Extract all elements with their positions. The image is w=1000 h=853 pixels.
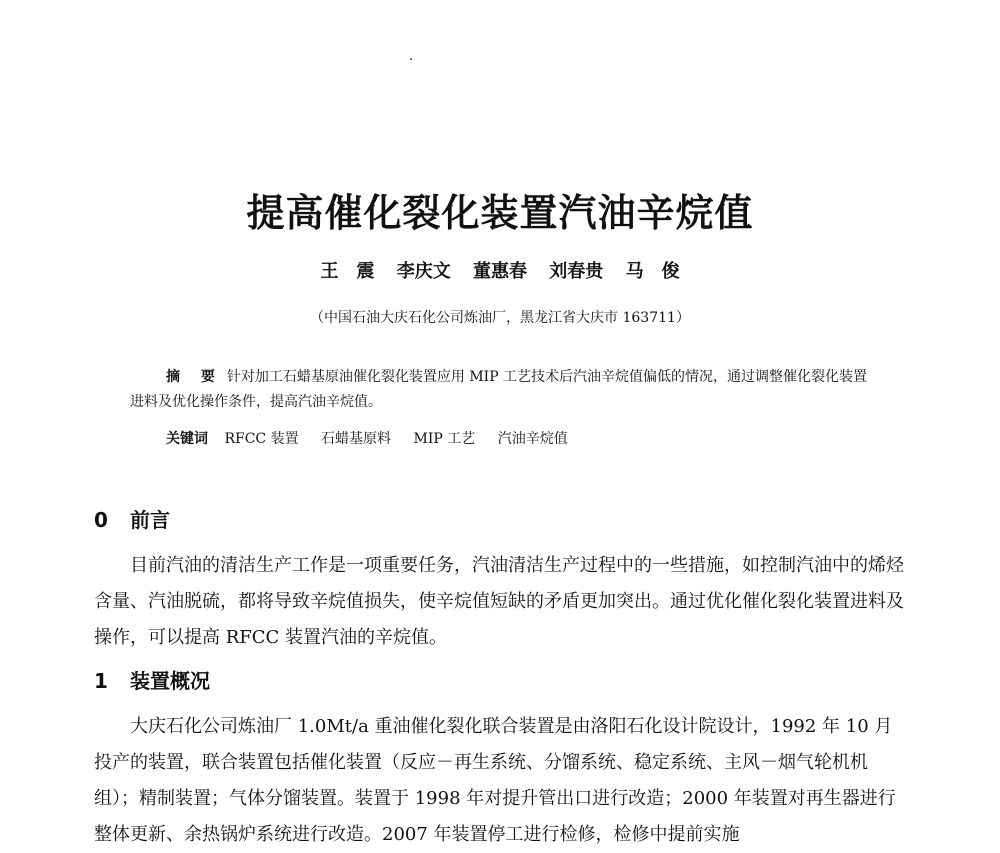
keyword: 石蜡基原料 (321, 431, 392, 447)
section-heading (94, 505, 170, 535)
abstract-text: 针对加工石蜡基原油催化裂化装置应用 MIP 工艺技术后汽油辛烷值偏低的情况，通过调整催化裂化装置进料及优化操作条件，提高汽油辛烷值。 (130, 369, 868, 410)
author-name: 董惠春 (473, 261, 527, 282)
section-paragraph: 目前汽油的清洁生产工作是一项重要任务，汽油清洁生产过程中的一些措施，如控制汽油中的烯烃含量、汽油脱硫，都将导致辛烷值损失，使辛烷值短缺的矛盾更加突出。通过优化催化裂化装置进料及操作，可以提高 RFCC 装置汽油的辛烷值。 (94, 555, 904, 648)
paper-title: 提高催化裂化装置汽油辛烷值 (246, 191, 754, 235)
abstract-block (130, 365, 870, 415)
author-name: 刘春贵 (549, 261, 604, 282)
section-title: 前言 (130, 508, 170, 532)
section-number: 0 (94, 508, 108, 532)
author-name: 马 俊 (625, 261, 680, 282)
keywords-label: 关键词 (166, 431, 208, 447)
author-name: 李庆文 (396, 261, 451, 282)
keyword: RFCC 装置 (224, 431, 299, 447)
section-number: 1 (94, 669, 108, 693)
section-paragraph: 大庆石化公司炼油厂 1.0Mt/a 重油催化裂化联合装置是由洛阳石化设计院设计，1992 年 10 月投产的装置，联合装置包括催化装置（反应－再生系统、分馏系统、稳定系统、主风－烟气轮机机组）；精制装置；气体分馏装置。装置于 1998 年对提升管出口进行改造；2000 年装置对再生器进行整体更新、余热锅炉系统进行改造。2007 年装置停工进行检修，检修中提前实施 (94, 716, 896, 845)
keyword: 汽油辛烷值 (497, 431, 568, 447)
keywords-block (166, 427, 870, 452)
scan-speck (410, 58, 412, 60)
section-heading (94, 666, 210, 696)
author-name: 王 震 (320, 261, 375, 282)
keyword: MIP 工艺 (413, 431, 476, 447)
abstract-label: 摘 要 (166, 369, 223, 385)
author-list (0, 259, 1000, 285)
section-title: 装置概况 (130, 669, 210, 693)
author-affiliation: （中国石油大庆石化公司炼油厂，黑龙江省大庆市 163711） (310, 310, 690, 326)
